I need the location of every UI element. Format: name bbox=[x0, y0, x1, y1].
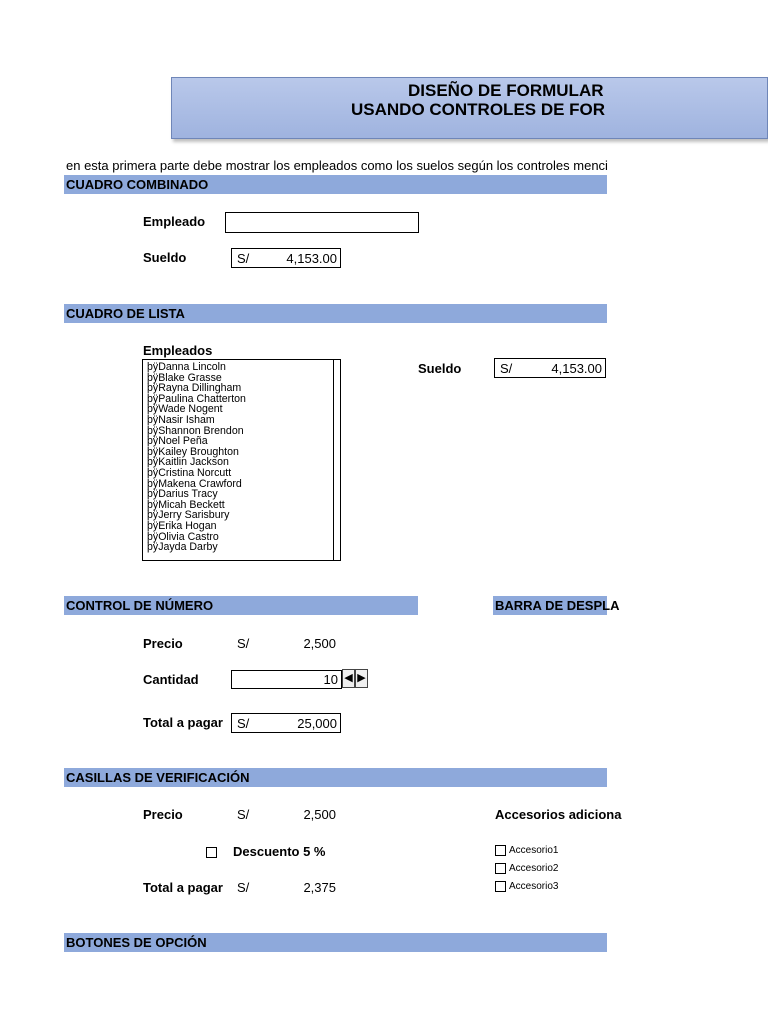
accesorio2-label: Accesorio2 bbox=[509, 863, 559, 874]
chk-total-label: Total a pagar bbox=[143, 880, 223, 895]
currency-symbol: S/ bbox=[237, 250, 250, 266]
accesorio2-option[interactable] bbox=[495, 863, 558, 874]
section-header-options: BOTONES DE OPCIÓN bbox=[64, 933, 607, 952]
list-item[interactable]: þÿJayda Darby bbox=[147, 541, 218, 554]
list-item[interactable]: þÿJerry Sarisbury bbox=[147, 509, 230, 522]
descuento-checkbox[interactable] bbox=[206, 847, 217, 858]
list-item[interactable]: þÿErika Hogan bbox=[147, 519, 217, 532]
sueldo-cell bbox=[231, 248, 341, 268]
list-item[interactable]: þÿNoel Peña bbox=[147, 435, 208, 448]
total-value: 25,000 bbox=[297, 715, 337, 731]
precio-label: Precio bbox=[143, 636, 183, 651]
precio-currency: S/ bbox=[237, 636, 250, 651]
sueldo-value: 4,153.00 bbox=[286, 250, 337, 266]
total-label: Total a pagar bbox=[143, 715, 223, 730]
empleado-label: Empleado bbox=[143, 214, 206, 229]
list-sueldo-label: Sueldo bbox=[418, 361, 462, 376]
list-item[interactable]: þÿRayna Dillingham bbox=[147, 382, 242, 395]
accesorio2-checkbox[interactable] bbox=[495, 863, 506, 874]
list-sueldo-cell bbox=[494, 358, 606, 378]
list-item[interactable]: þÿBlake Grasse bbox=[147, 371, 222, 384]
list-item[interactable]: þÿPaulina Chatterton bbox=[147, 392, 246, 405]
list-item[interactable]: þÿKaitlin Jackson bbox=[147, 456, 229, 469]
cantidad-spinner[interactable] bbox=[342, 669, 368, 688]
list-sueldo-value: 4,153.00 bbox=[551, 360, 602, 376]
list-item[interactable]: þÿDanna Lincoln bbox=[147, 361, 226, 373]
chk-precio-value: 2,500 bbox=[303, 807, 336, 822]
triangle-right-icon[interactable]: ▶ bbox=[355, 669, 368, 688]
listbox-scrollbar[interactable] bbox=[333, 360, 340, 560]
accesorios-label: Accesorios adiciona bbox=[495, 807, 622, 822]
section-header-list: CUADRO DE LISTA bbox=[64, 304, 607, 323]
list-item[interactable]: þÿOlivia Castro bbox=[147, 530, 219, 543]
chk-total-value: 2,375 bbox=[303, 880, 336, 895]
accesorio1-option[interactable] bbox=[495, 845, 558, 856]
list-item[interactable]: þÿMakena Crawford bbox=[147, 477, 242, 490]
chk-precio-currency: S/ bbox=[237, 807, 250, 822]
section-header-number: CONTROL DE NÚMERO bbox=[64, 596, 418, 615]
currency-symbol: S/ bbox=[237, 715, 250, 731]
cantidad-input[interactable]: 10 bbox=[231, 670, 342, 689]
title-line-2: USANDO CONTROLES DE FOR bbox=[351, 100, 606, 119]
title-line-1: DISEÑO DE FORMULAR bbox=[408, 81, 604, 100]
accesorio3-option[interactable] bbox=[495, 881, 558, 892]
title-banner bbox=[171, 77, 768, 139]
empleado-combobox[interactable] bbox=[225, 212, 419, 233]
list-item[interactable]: þÿWade Nogent bbox=[147, 403, 223, 416]
empleados-label: Empleados bbox=[143, 343, 213, 358]
empleados-listbox[interactable] bbox=[142, 359, 341, 561]
chk-total-currency: S/ bbox=[237, 880, 250, 895]
accesorio1-label: Accesorio1 bbox=[509, 845, 559, 856]
accesorio3-label: Accesorio3 bbox=[509, 881, 559, 892]
list-item[interactable]: þÿCristina Norcutt bbox=[147, 466, 232, 479]
cantidad-label: Cantidad bbox=[143, 672, 199, 687]
list-item[interactable]: þÿNasir Isham bbox=[147, 413, 215, 426]
section-header-scrollbar: BARRA DE DESPLA bbox=[495, 598, 620, 613]
accesorio3-checkbox[interactable] bbox=[495, 881, 506, 892]
precio-value: 2,500 bbox=[303, 636, 336, 651]
triangle-left-icon[interactable]: ◀ bbox=[342, 669, 355, 688]
instruction-text: en esta primera parte debe mostrar los empleados como los suelos según los controles menci bbox=[66, 158, 608, 173]
sueldo-label: Sueldo bbox=[143, 250, 187, 265]
chk-precio-label: Precio bbox=[143, 807, 183, 822]
list-item[interactable]: þÿShannon Brendon bbox=[147, 424, 244, 437]
list-item[interactable]: þÿMicah Beckett bbox=[147, 498, 225, 511]
total-cell bbox=[231, 713, 341, 733]
section-header-combo: CUADRO COMBINADO bbox=[64, 175, 607, 194]
listbox-items bbox=[147, 362, 246, 553]
list-item[interactable]: þÿKailey Broughton bbox=[147, 445, 239, 458]
currency-symbol: S/ bbox=[500, 360, 513, 376]
list-item[interactable]: þÿDarius Tracy bbox=[147, 488, 218, 501]
descuento-label: Descuento 5 % bbox=[233, 844, 326, 859]
accesorio1-checkbox[interactable] bbox=[495, 845, 506, 856]
section-header-checkboxes: CASILLAS DE VERIFICACIÓN bbox=[64, 768, 607, 787]
